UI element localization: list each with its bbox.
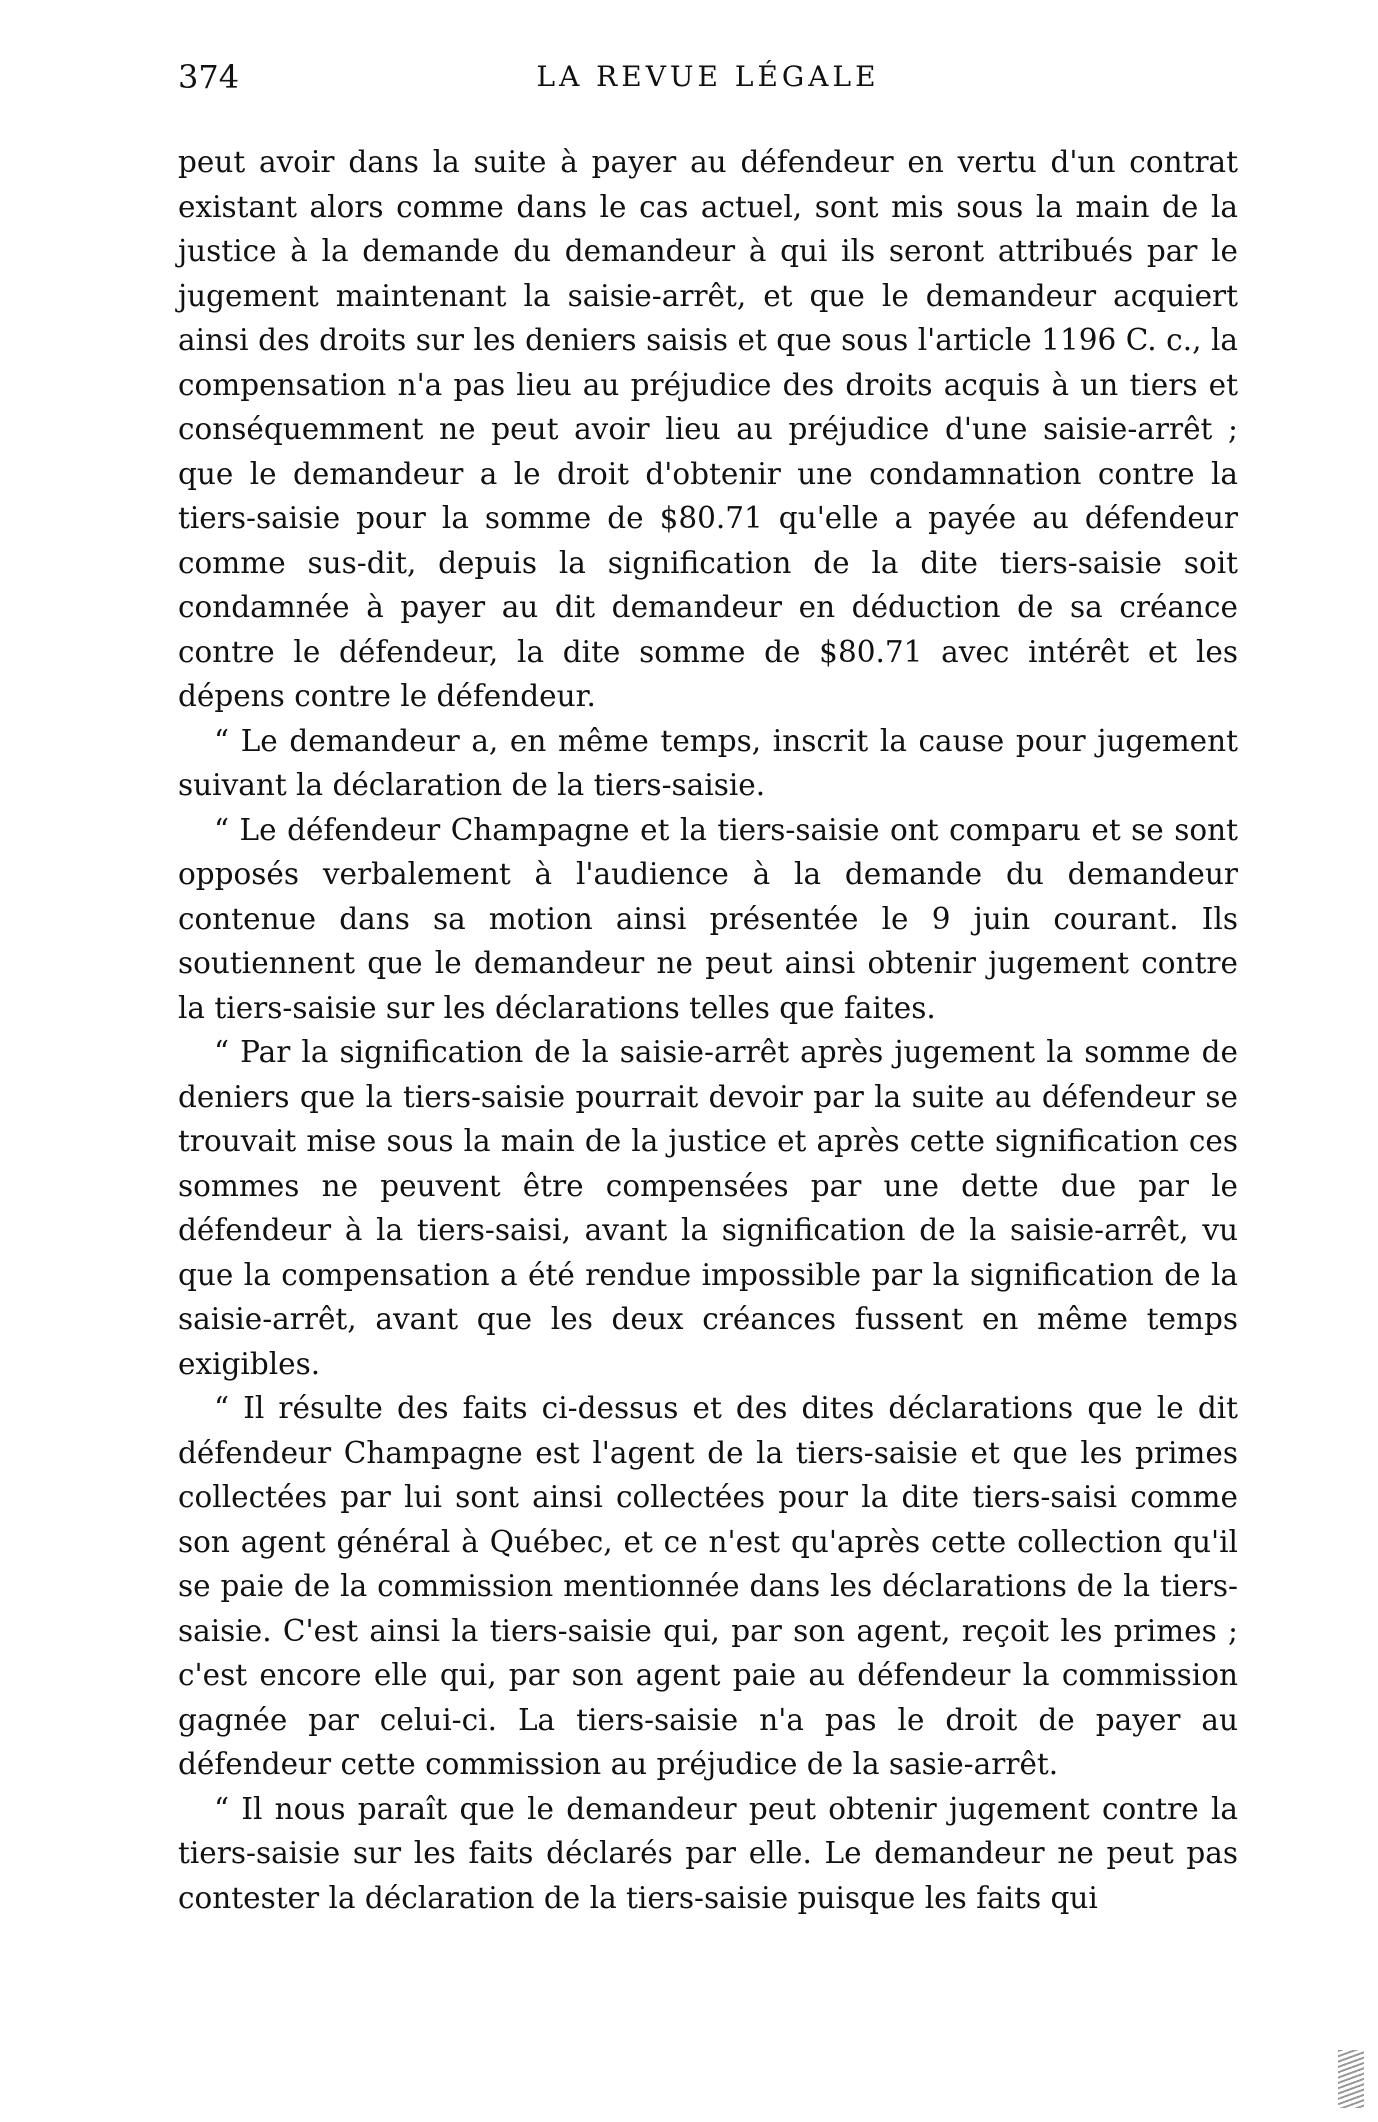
scan-artifact: [1338, 2050, 1364, 2108]
body-text: [178, 140, 1238, 1920]
paragraph: “ Le défendeur Champagne et la tiers-saisie ont comparu et se sont opposés verbalement à l'audience à la demande du demandeur contenue dans sa motion ainsi présentée le 9 juin courant. Ils soutiennent que le demandeur ne peut ainsi obtenir jugement contre la tiers-saisie sur les déclarations telles que faites.: [178, 812, 1238, 1025]
paragraph: “ Il résulte des faits ci-dessus et des dites déclarations que le dit défendeur Champagne est l'agent de la tiers-saisie et que les primes collectées par lui sont ainsi collectées pour la dite tiers-saisi comme son agent général à Québec, et ce n'est qu'après cette collection qu'il se paie de la commission mentionnée dans les déclarations de la tiers-saisie. C'est ainsi la tiers-saisie qui, par son agent, reçoit les primes ; c'est encore elle qui, par son agent paie au défendeur la commission gagnée par celui-ci. La tiers-saisie n'a pas le droit de payer au défendeur cette commission au préjudice de la sasie-arrêt.: [178, 1391, 1238, 1781]
paragraph: “ Par la signification de la saisie-arrêt après jugement la somme de deniers que la tiers-saisie pourrait devoir par la suite au défendeur se trouvait mise sous la main de la justice et après cette signification ces sommes ne peuvent être compensées par une dette due par le défendeur à la tiers-saisi, avant la signification de la saisie-arrêt, vu que la compensation a été rendue impossible par la signification de la saisie-arrêt, avant que les deux créances fussent en même temps exigibles.: [178, 1035, 1238, 1381]
journal-title: LA REVUE LÉGALE: [536, 60, 880, 93]
running-head: [178, 52, 1238, 102]
paragraph-continuation: peut avoir dans la suite à payer au défendeur en vertu d'un contrat existant alors comme dans le cas actuel, sont mis sous la main de la justice à la demande du demandeur à qui ils seront attribués par le jugement maintenant la saisie-arrêt, et que le demandeur acquiert ainsi des droits sur les deniers saisis et que sous l'article 1196 C. c., la compensation n'a pas lieu au préjudice des droits acquis à un tiers et conséquemment ne peut avoir lieu au préjudice d'une saisie-arrêt ; que le demandeur a le droit d'obtenir une condamnation contre la tiers-saisie pour la somme de $80.71 qu'elle a payée au défendeur comme sus-dit, depuis la signification de la dite tiers-saisie soit condamnée à payer au dit demandeur en déduction de sa créance contre le défendeur, la dite somme de $80.71 avec intérêt et les dépens contre le défendeur.: [178, 145, 1238, 713]
paragraph: “ Le demandeur a, en même temps, inscrit la cause pour jugement suivant la déclaration de la tiers-saisie.: [178, 723, 1238, 802]
page-number: 374: [178, 58, 240, 96]
paragraph: “ Il nous paraît que le demandeur peut obtenir jugement contre la tiers-saisie sur les faits déclarés par elle. Le demandeur ne peut pas contester la déclaration de la tiers-saisie puisque les faits qui: [178, 1791, 1238, 1915]
